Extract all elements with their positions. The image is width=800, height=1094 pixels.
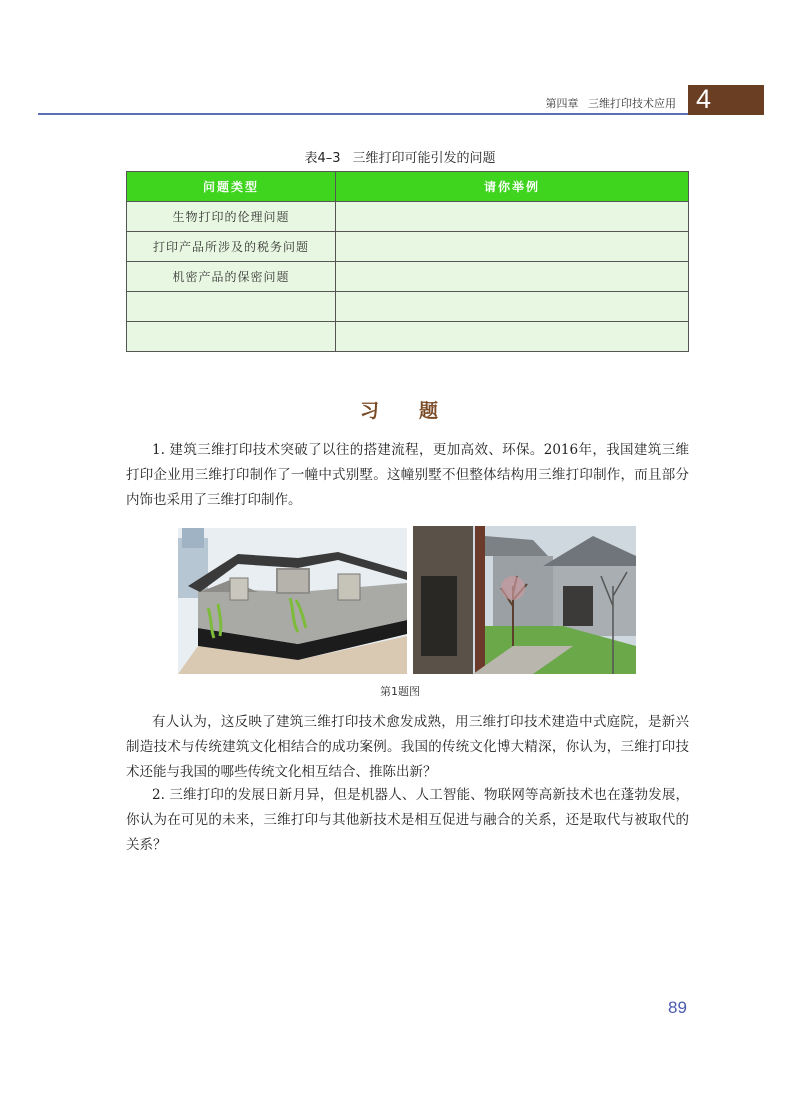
table-header-cell: 请你举例 (336, 172, 689, 202)
header-title: 三维打印技术应用 (588, 97, 676, 110)
villa-courtyard-photo (413, 526, 636, 674)
table-caption-text: 三维打印可能引发的问题 (352, 151, 496, 166)
table-cell (336, 292, 689, 322)
table-row (127, 322, 689, 352)
figure-caption: 第1题图 (380, 685, 420, 698)
table-cell (127, 322, 336, 352)
exercises-title-char: 题 (419, 400, 441, 422)
villa-exterior-photo (178, 528, 407, 674)
table-cell (336, 232, 689, 262)
question-1-followup: 有人认为，这反映了建筑三维打印技术愈发成熟，用三维打印技术建造中式庭院，是新兴制造技术与传统建筑文化相结合的成功案例。我国的传统文化博大精深，你认为，三维打印技术还能与我国的哪些传统文化相互结合、推陈出新？ (126, 714, 689, 780)
table-row (127, 262, 689, 292)
table-cell (336, 262, 689, 292)
header-chapter: 第四章 (545, 97, 579, 110)
chapter-number: 4 (696, 84, 712, 114)
header-rule (38, 113, 688, 115)
exercises-title-char: 习 (359, 400, 381, 422)
page-number: 89 (668, 998, 687, 1017)
table-cell (127, 292, 336, 322)
table-caption-number: 表4–3 (304, 151, 341, 166)
table-row (127, 232, 689, 262)
villa-courtyard-illustration (413, 526, 636, 674)
running-header (540, 95, 677, 111)
table-caption (0, 147, 800, 166)
table-cell: 机密产品的保密问题 (127, 262, 336, 292)
villa-exterior-illustration (178, 528, 407, 674)
table-row (127, 292, 689, 322)
table-cell: 生物打印的伦理问题 (127, 202, 336, 232)
table-cell (336, 202, 689, 232)
table-cell: 打印产品所涉及的税务问题 (127, 232, 336, 262)
issues-table (126, 171, 689, 352)
question-2: 2. 三维打印的发展日新月异，但是机器人、人工智能、物联网等高新技术也在蓬勃发展，你认为在可见的未来，三维打印与其他新技术是相互促进与融合的关系，还是取代与被取代的关系？ (126, 787, 689, 853)
table-cell (336, 322, 689, 352)
table-header-cell: 问题类型 (127, 172, 336, 202)
chapter-tab (688, 85, 764, 115)
table-row (127, 202, 689, 232)
table-header-row (127, 172, 689, 202)
question-1: 1. 建筑三维打印技术突破了以往的搭建流程，更加高效、环保。2016年，我国建筑三维打印企业用三维打印制作了一幢中式别墅。这幢别墅不但整体结构用三维打印制作，而且部分内饰也采用了三维打印制作。 (126, 442, 689, 508)
exercises-title (0, 396, 800, 423)
